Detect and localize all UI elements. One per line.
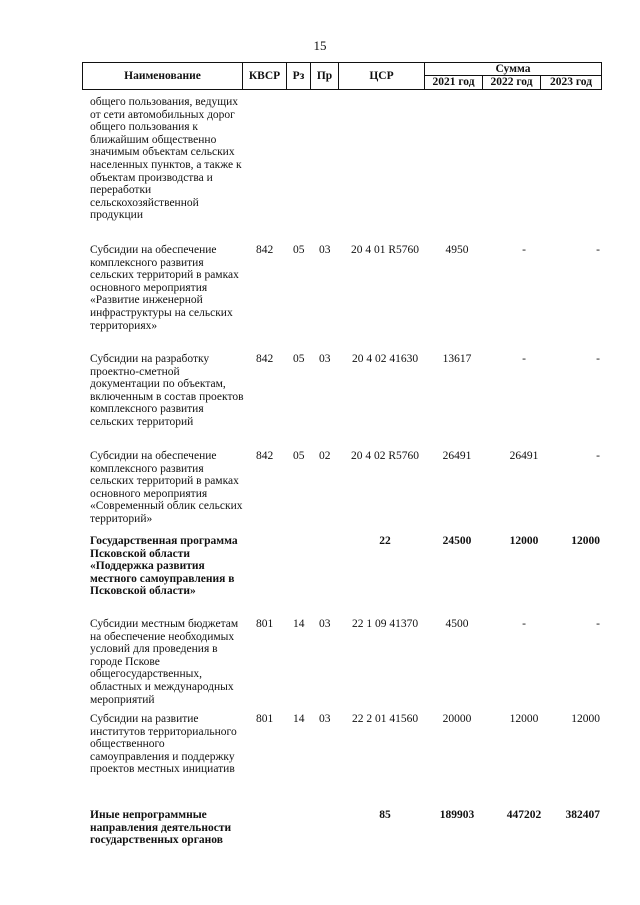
- row-name: Субсидии на обеспечение комплексного развития сельских территорий в рамках основного мероприятия «Развитие инженерной инфраструктуры на сельских территориях»: [90, 244, 239, 332]
- table-header: [82, 62, 602, 90]
- row-name: Субсидии на обеспечение комплексного развития сельских территорий в рамках основного мероприятия «Современный облик сельских территорий»: [90, 450, 243, 525]
- header-2021: 2021 год: [425, 76, 483, 89]
- header-name: Наименование: [83, 63, 243, 89]
- row-rz: 14: [293, 713, 305, 725]
- row-rz: 05: [293, 450, 305, 462]
- row-kvsr: 842: [256, 353, 274, 365]
- header-rz: Рз: [287, 63, 311, 89]
- row-2022: -: [522, 244, 526, 256]
- row-2021: 13617: [442, 353, 472, 365]
- header-csr: ЦСР: [339, 63, 425, 89]
- row-rz: 05: [293, 244, 305, 256]
- row-csr: 85: [379, 809, 391, 821]
- row-pr: 03: [319, 244, 331, 256]
- row-2021: 4950: [445, 244, 469, 256]
- header-pr: Пр: [311, 63, 339, 89]
- continuation-text: общего пользования, ведущих от сети автомобильных дорог общего пользования к ближайшим общественно значимым объектам сельских населенных пунктов, а также к объектам производства и переработки сельскохозяйственной продукции: [90, 96, 242, 222]
- row-csr: 22 2 01 41560: [351, 713, 419, 725]
- row-pr: 02: [319, 450, 331, 462]
- row-2023: 382407: [565, 809, 600, 821]
- row-pr: 03: [319, 353, 331, 365]
- header-2022: 2022 год: [483, 76, 541, 89]
- header-2023: 2023 год: [549, 76, 593, 88]
- row-2021: 20000: [442, 713, 472, 725]
- row-2023: -: [596, 618, 600, 630]
- row-name: Субсидии на развитие институтов территориального общественного самоуправления и поддержку проектов местных инициатив: [90, 713, 237, 776]
- row-2023: 12000: [571, 713, 600, 725]
- row-2021: 4500: [445, 618, 469, 630]
- row-2021: 189903: [439, 809, 475, 821]
- row-2022: -: [522, 618, 526, 630]
- row-kvsr: 842: [256, 450, 274, 462]
- row-kvsr: 801: [256, 618, 274, 630]
- row-csr: 22 1 09 41370: [351, 618, 419, 630]
- row-kvsr: 842: [256, 244, 274, 256]
- row-name: Государственная программа Псковской области «Поддержка развития местного самоуправления в Псковской области»: [90, 535, 238, 598]
- row-2022: 12000: [509, 713, 539, 725]
- row-name: Иные непрограммные направления деятельности государственных органов: [90, 809, 232, 847]
- row-pr: 03: [319, 618, 331, 630]
- row-csr: 20 4 01 R5760: [350, 244, 420, 256]
- row-csr: 22: [379, 535, 391, 547]
- row-2023: -: [596, 353, 600, 365]
- row-csr: 20 4 02 41630: [351, 353, 419, 365]
- row-2022: 447202: [506, 809, 542, 821]
- row-2023: -: [596, 450, 600, 462]
- row-2021: 24500: [442, 535, 472, 547]
- row-pr: 03: [319, 713, 331, 725]
- row-rz: 05: [293, 353, 305, 365]
- row-2023: 12000: [571, 535, 600, 547]
- page-number: 15: [313, 38, 327, 53]
- row-2022: -: [522, 353, 526, 365]
- row-2023: -: [596, 244, 600, 256]
- row-kvsr: 801: [256, 713, 274, 725]
- row-csr: 20 4 02 R5760: [350, 450, 420, 462]
- row-name: Субсидии местным бюджетам на обеспечение необходимых условий для проведения в городе Пскове общегосударственных, областных и международных мероприятий: [90, 618, 239, 706]
- row-2022: 26491: [509, 450, 539, 462]
- row-name: Субсидии на разработку проектно-сметной документации по объектам, включенным в состав проектов комплексного развития сельских территорий: [90, 353, 244, 428]
- row-2021: 26491: [442, 450, 472, 462]
- row-rz: 14: [293, 618, 305, 630]
- row-2022: 12000: [509, 535, 539, 547]
- header-sum: Сумма: [425, 63, 601, 76]
- header-kvsr: КВСР: [243, 63, 287, 89]
